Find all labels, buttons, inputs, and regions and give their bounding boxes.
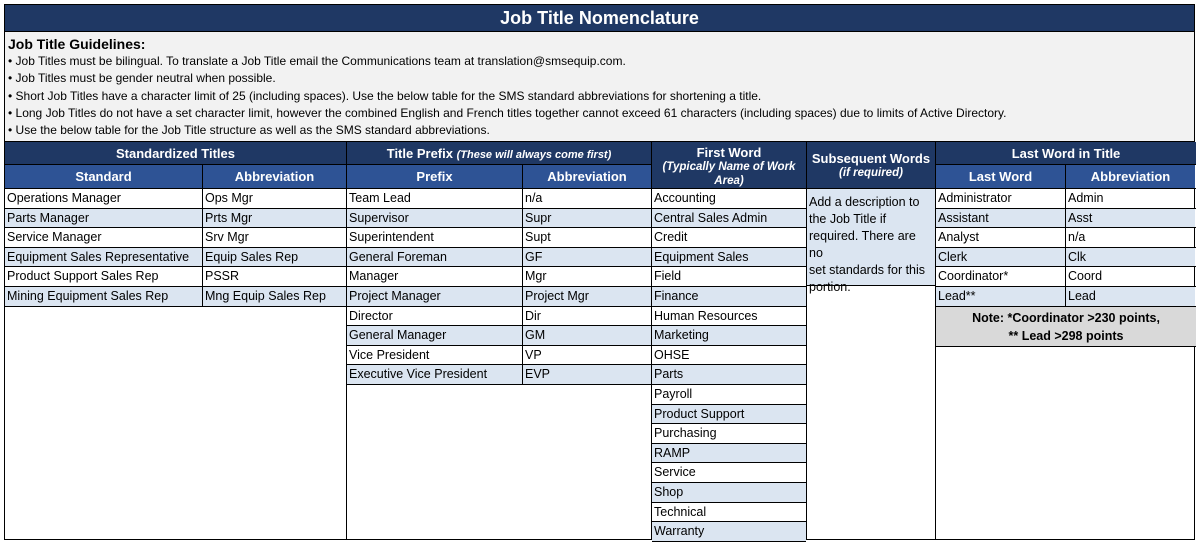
last-word-subheader [936, 165, 1196, 189]
table-cell: Asst [1066, 209, 1195, 228]
table-cell: Team Lead [347, 189, 523, 208]
subsequent-words-table [807, 142, 936, 539]
table-row [936, 209, 1196, 229]
subsequent-line: portion. [809, 280, 851, 294]
table-cell: Vice President [347, 346, 523, 365]
standard-column-header: Standard [5, 165, 203, 188]
table-row [5, 228, 346, 248]
list-item: Equipment Sales [652, 248, 806, 268]
table-cell: General Manager [347, 326, 523, 345]
last-word-note [936, 307, 1196, 347]
table-row [347, 248, 651, 268]
table-cell: PSSR [205, 269, 240, 284]
table-cell: Equip Sales Rep [203, 248, 346, 267]
table-cell: Supt [525, 230, 551, 245]
subsequent-words-note: (if required) [839, 167, 903, 179]
table-cell: Ops Mgr [205, 191, 253, 205]
list-item: OHSE [652, 346, 806, 366]
page-title: Job Title Nomenclature [5, 5, 1194, 32]
standardized-rows [5, 189, 346, 307]
table-cell: Mining Equipment Sales Rep [5, 287, 203, 306]
guideline-item: • Use the below table for the Job Title structure as well as the SMS standard abbreviations. [8, 123, 490, 138]
last-word-header: Last Word in Title [936, 142, 1196, 165]
list-item: Finance [652, 287, 806, 307]
guidelines-heading: Job Title Guidelines: [8, 36, 146, 52]
table-cell: Parts Manager [5, 209, 203, 228]
prefix-column-header: Prefix [347, 165, 523, 188]
first-word-label: First Word [696, 145, 762, 160]
table-row [347, 326, 651, 346]
list-item: Credit [652, 228, 806, 248]
table-row [936, 228, 1196, 248]
first-word-header [652, 142, 806, 189]
table-row [936, 248, 1196, 268]
note-line: ** Lead >298 points [1008, 328, 1124, 343]
table-cell: Equipment Sales Representative [5, 248, 203, 267]
guideline-item: • Short Job Titles have a character limit of 25 (including spaces). Use the below table for the SMS standard abbreviations for shortening a title. [8, 88, 762, 103]
table-row [347, 307, 651, 327]
table-row [5, 267, 346, 287]
table-row [936, 189, 1196, 209]
table-cell: Assistant [936, 209, 1066, 228]
list-item: Product Support [652, 405, 806, 425]
table-row [347, 365, 651, 385]
standardized-subheader [5, 165, 346, 189]
table-cell: Clerk [936, 248, 1066, 267]
standardized-titles-header: Standardized Titles [5, 142, 346, 165]
table-cell: Service Manager [5, 228, 203, 247]
first-word-table [652, 142, 807, 539]
list-item: Warranty [652, 522, 806, 542]
table-row [347, 228, 651, 248]
list-item: Marketing [652, 326, 806, 346]
table-cell: Manager [347, 267, 523, 286]
table-cell: Prts Mgr [203, 209, 346, 228]
table-row [5, 248, 346, 268]
table-cell: n/a [1068, 230, 1086, 245]
list-item: Field [652, 267, 806, 287]
table-row [936, 267, 1196, 287]
table-cell: n/a [525, 191, 543, 205]
list-item: Payroll [652, 385, 806, 405]
abbreviation-column-header: Abbreviation [203, 165, 346, 188]
table-cell: Project Mgr [523, 287, 651, 306]
list-item: Accounting [652, 189, 806, 209]
prefix-rows [347, 189, 651, 385]
last-word-abbreviation-column-header: Abbreviation [1066, 165, 1195, 188]
table-row [347, 346, 651, 366]
table-cell: EVP [523, 365, 651, 384]
last-word-column-header: Last Word [936, 165, 1066, 188]
standardized-titles-table [5, 142, 347, 539]
subsequent-words-header [807, 142, 935, 189]
title-prefix-note: (These will always come first) [456, 149, 612, 161]
guideline-item: • Job Titles must be bilingual. To translate a Job Title email the Communications team at translation@smsequip.com. [8, 54, 626, 68]
table-cell: Dir [525, 308, 541, 323]
prefix-abbreviation-column-header: Abbreviation [523, 165, 651, 188]
table-row [5, 287, 346, 307]
table-cell: Coordinator* [936, 267, 1066, 286]
job-title-sheet [4, 4, 1195, 540]
table-cell: Admin [1068, 191, 1104, 205]
table-cell: Lead [1066, 287, 1195, 306]
table-row [936, 287, 1196, 307]
table-cell: Srv Mgr [205, 230, 249, 245]
table-cell: Product Support Sales Rep [5, 267, 203, 286]
list-item: Shop [652, 483, 806, 503]
table-row [347, 209, 651, 229]
table-cell: Analyst [936, 228, 1066, 247]
table-cell: Coord [1068, 269, 1103, 284]
table-cell: General Foreman [347, 248, 523, 267]
title-prefix-label: Title Prefix [386, 146, 453, 161]
table-row [347, 267, 651, 287]
table-row [347, 287, 651, 307]
table-cell: Operations Manager [5, 189, 203, 208]
table-cell: Superintendent [347, 228, 523, 247]
table-cell: VP [525, 347, 542, 362]
list-item: Technical [652, 503, 806, 523]
table-row [5, 189, 346, 209]
list-item: Human Resources [652, 307, 806, 327]
subsequent-line: set standards for this [809, 263, 926, 277]
prefix-subheader [347, 165, 651, 189]
subsequent-line: Add a description to [809, 195, 920, 209]
table-cell: Director [347, 307, 523, 326]
subsequent-line: the Job Title if [809, 212, 887, 226]
last-word-rows [936, 189, 1196, 307]
list-item: RAMP [652, 444, 806, 464]
table-row [347, 189, 651, 209]
table-cell: Project Manager [347, 287, 523, 306]
table-cell: Executive Vice President [347, 365, 523, 384]
guideline-item: • Long Job Titles do not have a set character limit, however the combined English and French titles together cannot exceed 61 characters (including spaces) due to limits of Active Directory. [8, 105, 1007, 120]
title-prefix-table [347, 142, 652, 539]
list-item: Central Sales Admin [652, 209, 806, 229]
note-line: Note: *Coordinator >230 points, [972, 310, 1160, 325]
table-cell: GM [523, 326, 651, 345]
table-cell: Mng Equip Sales Rep [203, 287, 346, 306]
subsequent-line: required. There are no [809, 229, 916, 260]
subsequent-words-label: Subsequent Words [811, 151, 931, 166]
title-prefix-header [347, 142, 651, 165]
last-word-table [936, 142, 1196, 539]
table-cell: Supervisor [347, 209, 523, 228]
table-cell: GF [523, 248, 651, 267]
list-item: Parts [652, 365, 806, 385]
table-cell: Lead** [936, 287, 1066, 306]
first-word-note: (Typically Name of Work Area) [662, 161, 796, 187]
subsequent-words-description [807, 189, 935, 294]
table-cell: Clk [1066, 248, 1195, 267]
guideline-item: • Job Titles must be gender neutral when possible. [8, 71, 276, 86]
table-row [5, 209, 346, 229]
guidelines-section [5, 32, 1194, 142]
table-cell: Administrator [936, 189, 1066, 208]
table-cell: Mgr [525, 269, 547, 284]
list-item: Purchasing [652, 424, 806, 444]
list-item: Service [652, 463, 806, 483]
first-word-rows [652, 189, 806, 542]
table-cell: Supr [523, 209, 651, 228]
